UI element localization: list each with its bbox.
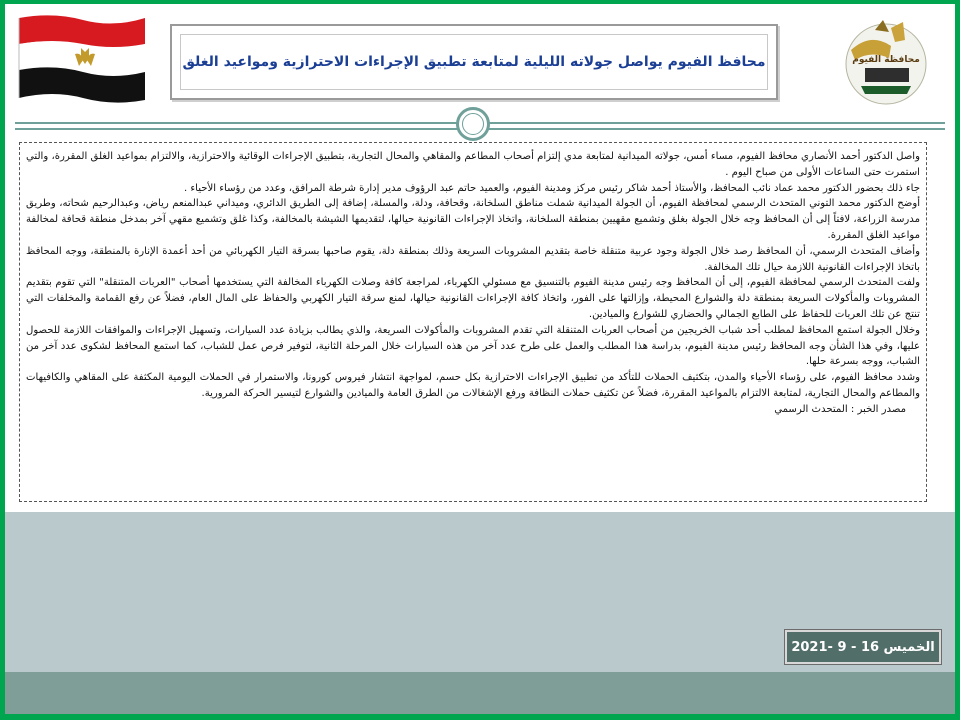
article-paragraph: جاء ذلك بحضور الدكتور محمد عماد نائب المحافظ، والأستاذ أحمد شاكر رئيس مركز ومدينة الفيوم، والعميد حاتم عبد الرؤوف مدير إدارة شرطة المرافق، وعدد من رؤساء الأحياء . <box>183 182 920 194</box>
divider-ring-ornament <box>456 107 490 141</box>
date-label: الخميس 16 - 9 -2021 <box>791 640 935 655</box>
title-frame <box>170 24 778 100</box>
page-title: محافظ الفيوم يواصل جولاته الليلية لمتابعة تطبيق الإجراءات الاحترازية ومواعيد الغلق <box>182 54 766 70</box>
article-box <box>19 142 927 502</box>
article-paragraph: أوضح الدكتور محمد التوني المتحدث الرسمي لمحافظة الفيوم، أن الجولة الميدانية شملت مناطق السلخانة، وقحافة، ودلة، والمسلة، إضافة إلى الطريق الدائري، وميداني عبدالمنعم رياض، وعبدالرحيم شحاته، وطريق مدرسة الزراعة، لافتاً إلى أن المحافظ وجه خلال الجولة بغلق وتشميع مقهيين بمنطقة السلخانة، واتخاذ الإجراءات القانونية حيالها، لتقديمها الشيشة بالمخالفة، وكذا غلق وتشميع مقهي آخر بمدخل منطقة قحافة لمخالفة مواعيد الغلق المقررة. <box>26 198 920 241</box>
logo-caption: محافظة الفيوم <box>852 55 920 65</box>
date-badge <box>785 630 941 664</box>
news-source: مصدر الخبر : المتحدث الرسمي <box>774 403 906 415</box>
egypt-flag-icon <box>13 10 151 106</box>
fayoum-governorate-logo <box>831 10 941 110</box>
article-paragraph: وخلال الجولة استمع المحافظ لمطلب أحد شباب الخريجين من أصحاب العربات المتنقلة التي تقدم المشروبات والمأكولات السريعة، والذي يطالب بزيادة عدد السيارات، وتسهيل الإجراءات والموافقات اللازمة للحصول عليها، وفي هذا الشأن وجه المحافظ رئيس مدينة الفيوم، بدراسة هذا المطلب والعمل على طرح عدد آخر من هذه السيارات خلال المرحلة الثانية، لتوفير فرص عمل للشباب، كما استمع المحافظ لشكوى عدد آخر من الشباب، ووجه بسرعة حلها. <box>26 324 920 368</box>
article-paragraph: وشدد محافظ الفيوم، على رؤساء الأحياء والمدن، بتكثيف الحملات للتأكد من تطبيق الإجراءات الاحترازية بكل حسم، لمواجهة انتشار فيروس كورونا، والاستمرار في الحملات اليومية المكثفة على المقاهي والكافيهات والمطاعم والمحال التجارية، لمتابعة الالتزام بالمواعيد المقررة، فضلاً عن تكثيف حملات النظافة ورفع الإشغالات من الطرق العامة والميادين والشوارع لتيسير الحركة المرورية. <box>26 372 920 399</box>
page <box>5 4 955 714</box>
article-paragraph: واصل الدكتور أحمد الأنصاري محافظ الفيوم، مساء أمس، جولاته الميدانية لمتابعة مدي إلتزام أصحاب المطاعم والمقاهي والمحال التجارية، بتطبيق الإجراءات الوقائية والاحترازية، والالتزام بمواعيد الغلق المقررة، والتي استمرت حتى الساعات الأولى من صباح اليوم . <box>26 151 920 178</box>
article-paragraph: وأضاف المتحدث الرسمي، أن المحافظ رصد خلال الجولة وجود عربية متنقلة خاصة بتقديم المشروبات السريعة وذلك بمنطقة دلة، يقوم صاحبها بسرقة التيار الكهربائي من أحد أعمدة الإنارة بالمنطقة، ووجه المحافظ باتخاذ الإجراءات القانونية اللازمة حيال تلك المخالفة. <box>26 245 920 273</box>
article-body <box>26 149 920 418</box>
article-paragraph: ولفت المتحدث الرسمي لمحافظة الفيوم، إلى أن المحافظ وجه رئيس مدينة الفيوم بالتنسيق مع مسئولي الكهرباء، لمراجعة كافة وصلات الكهرباء المخالفة التي يستخدمها أصحاب "العربات المتنقلة" التي تقوم بتقديم المشروبات والمأكولات السريعة بمنطقة دلة والشوارع المحيطة، وإزالتها على الفور، واتخاذ كافة الإجراءات القانونية حيالها، لمنع سرقة التيار الكهربي والحفاظ على المال العام، فضلاً عن رفع القمامة والمخلفات التي تنتج عن تلك العربات للحفاظ على الطابع الجمالي والحضاري للشوارع والميادين. <box>26 277 920 320</box>
footer-strip <box>5 672 955 714</box>
